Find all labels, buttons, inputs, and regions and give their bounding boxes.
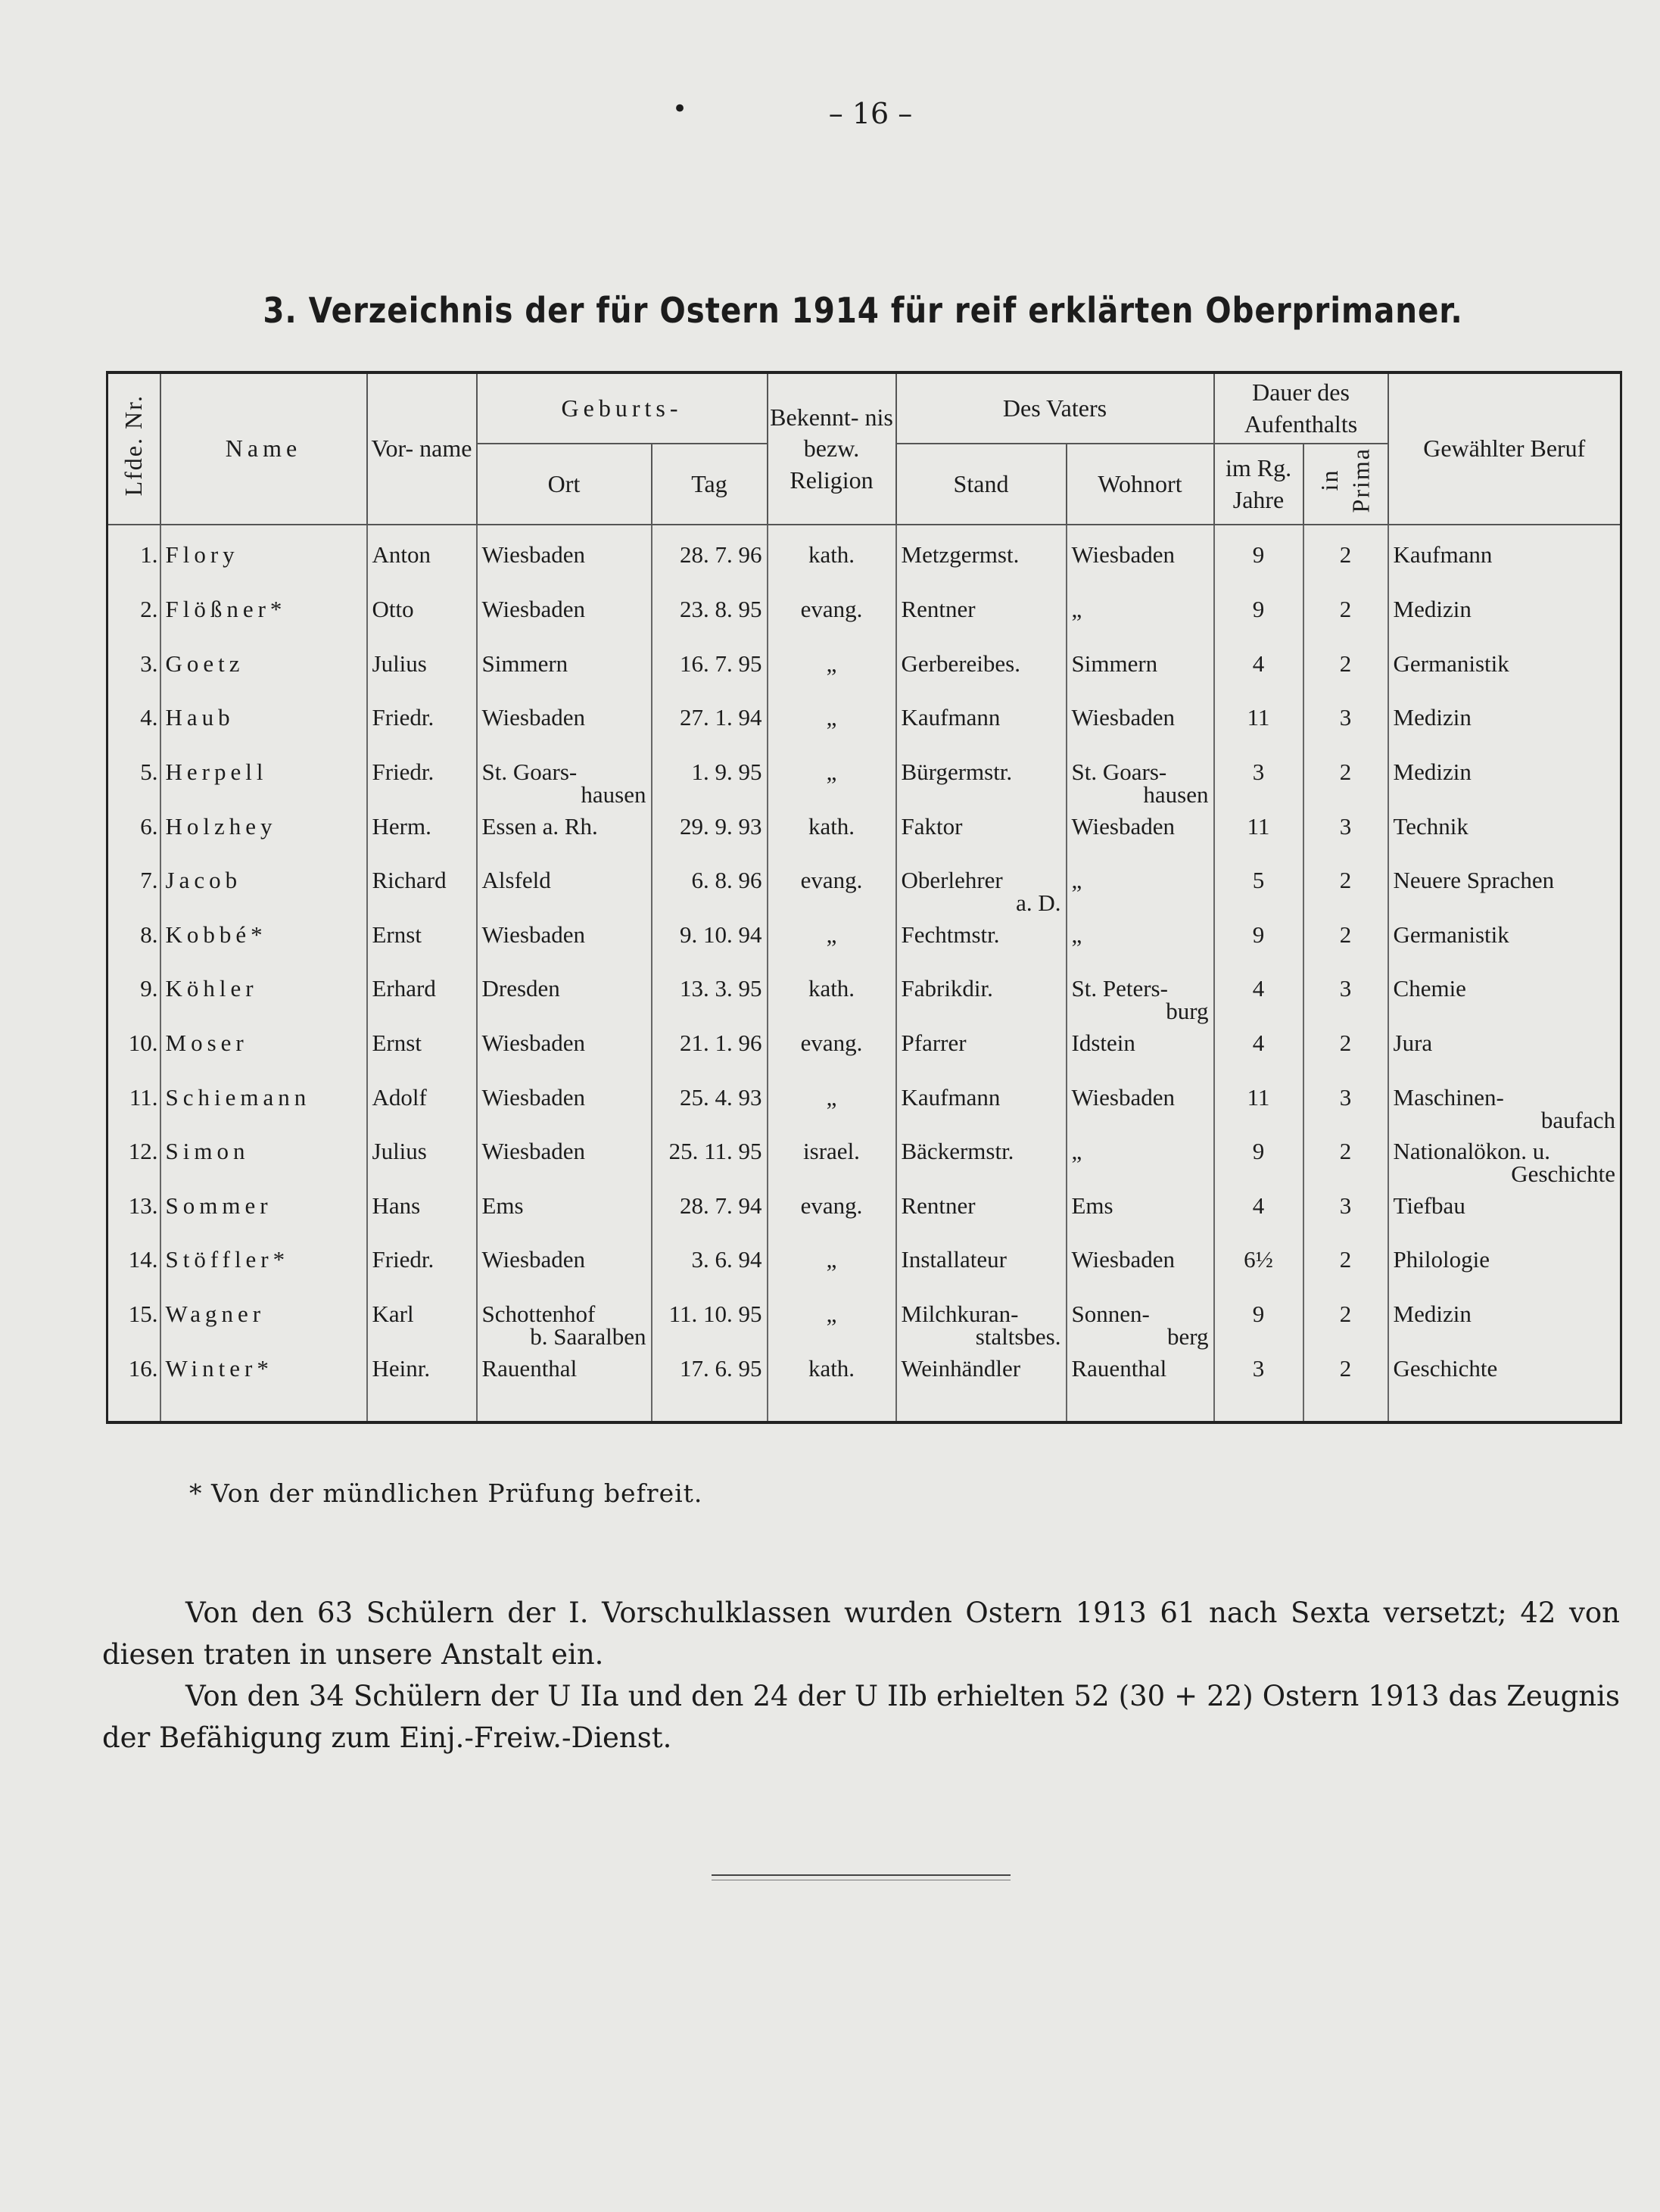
page-number-text: – 16 – <box>828 97 913 130</box>
religion: kath. <box>768 1357 896 1422</box>
father-residence: St. Peters- burg <box>1067 977 1214 1032</box>
years-in-prima: 2 <box>1303 869 1388 924</box>
birth-date: 21. 1. 96 <box>652 1032 768 1086</box>
years-in-prima: 2 <box>1303 1357 1388 1422</box>
student-surname: Simon <box>160 1140 367 1195</box>
header-ort: Ort <box>477 444 652 525</box>
chosen-profession: Maschinen- baufach <box>1388 1086 1621 1141</box>
father-residence: „ <box>1067 598 1214 653</box>
birth-place: Dresden <box>477 977 652 1032</box>
student-surname: Herpell <box>160 761 367 815</box>
religion: „ <box>768 761 896 815</box>
row-number: 10. <box>107 1032 160 1086</box>
birth-place: Wiesbaden <box>477 706 652 761</box>
father-residence: Ems <box>1067 1195 1214 1249</box>
years-in-school: 9 <box>1214 924 1303 978</box>
birth-place: Alsfeld <box>477 869 652 924</box>
header-name: Name <box>160 372 367 525</box>
years-in-prima: 2 <box>1303 1032 1388 1086</box>
years-in-prima: 2 <box>1303 598 1388 653</box>
table-row <box>107 1032 1621 1086</box>
row-number: 15. <box>107 1303 160 1357</box>
student-surname: Köhler <box>160 977 367 1032</box>
student-surname: Moser <box>160 1032 367 1086</box>
birth-place: St. Goars- hausen <box>477 761 652 815</box>
closing-rule <box>712 1874 1011 1876</box>
row-number: 3. <box>107 653 160 707</box>
chosen-profession: Medizin <box>1388 1303 1621 1357</box>
father-residence: „ <box>1067 1140 1214 1195</box>
religion: „ <box>768 653 896 707</box>
father-occupation: Fechtmstr. <box>896 924 1067 978</box>
birth-place: Wiesbaden <box>477 1032 652 1086</box>
birth-date: 25. 4. 93 <box>652 1086 768 1141</box>
religion: kath. <box>768 815 896 870</box>
paragraph-einjaehrige: Von den 34 Schülern der U IIa und den 24 der U IIb erhielten 52 (30 + 22) Ostern 1913 das Zeugnis der Befähigung zum Einj.-Freiw.-Dienst. <box>102 1680 1620 1754</box>
chosen-profession: Tiefbau <box>1388 1195 1621 1249</box>
years-in-prima: 2 <box>1303 1140 1388 1195</box>
father-residence: Wiesbaden <box>1067 525 1214 598</box>
father-occupation: Pfarrer <box>896 1032 1067 1086</box>
student-firstname: Anton <box>367 525 477 598</box>
father-residence: „ <box>1067 924 1214 978</box>
chosen-profession: Medizin <box>1388 598 1621 653</box>
student-surname: Jacob <box>160 869 367 924</box>
table-row <box>107 761 1621 815</box>
student-firstname: Friedr. <box>367 761 477 815</box>
table-header <box>107 372 1621 525</box>
header-vorname: Vor- name <box>367 372 477 525</box>
birth-date: 28. 7. 94 <box>652 1195 768 1249</box>
student-surname: Flößner* <box>160 598 367 653</box>
chosen-profession: Germanistik <box>1388 653 1621 707</box>
years-in-school: 9 <box>1214 525 1303 598</box>
father-residence: Wiesbaden <box>1067 1248 1214 1303</box>
birth-date: 17. 6. 95 <box>652 1357 768 1422</box>
religion: evang. <box>768 1032 896 1086</box>
chosen-profession: Germanistik <box>1388 924 1621 978</box>
birth-date: 13. 3. 95 <box>652 977 768 1032</box>
chosen-profession: Jura <box>1388 1032 1621 1086</box>
chosen-profession: Chemie <box>1388 977 1621 1032</box>
father-occupation: Fabrikdir. <box>896 977 1067 1032</box>
birth-date: 9. 10. 94 <box>652 924 768 978</box>
row-number: 12. <box>107 1140 160 1195</box>
religion: „ <box>768 1248 896 1303</box>
years-in-school: 4 <box>1214 1032 1303 1086</box>
birth-place: Wiesbaden <box>477 1086 652 1141</box>
religion: evang. <box>768 869 896 924</box>
table-row <box>107 653 1621 707</box>
chosen-profession: Medizin <box>1388 706 1621 761</box>
bullet-mark: • <box>672 94 688 124</box>
table-row <box>107 1357 1621 1422</box>
birth-place: Wiesbaden <box>477 1140 652 1195</box>
header-im-rg: im Rg. Jahre <box>1214 444 1303 525</box>
table-row <box>107 1303 1621 1357</box>
header-beruf: Gewählter Beruf <box>1388 372 1621 525</box>
student-firstname: Friedr. <box>367 1248 477 1303</box>
father-occupation: Weinhändler <box>896 1357 1067 1422</box>
father-residence: Wiesbaden <box>1067 1086 1214 1141</box>
student-firstname: Julius <box>367 1140 477 1195</box>
father-residence: Rauenthal <box>1067 1357 1214 1422</box>
student-surname: Winter* <box>160 1357 367 1422</box>
birth-date: 29. 9. 93 <box>652 815 768 870</box>
father-occupation: Milchkuran- staltsbes. <box>896 1303 1067 1357</box>
years-in-prima: 2 <box>1303 525 1388 598</box>
father-residence: St. Goars- hausen <box>1067 761 1214 815</box>
birth-date: 16. 7. 95 <box>652 653 768 707</box>
student-firstname: Friedr. <box>367 706 477 761</box>
years-in-prima: 3 <box>1303 815 1388 870</box>
birth-place: Schottenhof b. Saaralben <box>477 1303 652 1357</box>
years-in-prima: 3 <box>1303 1195 1388 1249</box>
years-in-school: 5 <box>1214 869 1303 924</box>
father-occupation: Bäckermstr. <box>896 1140 1067 1195</box>
religion: „ <box>768 1303 896 1357</box>
years-in-school: 11 <box>1214 815 1303 870</box>
birth-place: Wiesbaden <box>477 525 652 598</box>
father-residence: Wiesbaden <box>1067 706 1214 761</box>
student-firstname: Erhard <box>367 977 477 1032</box>
header-tag: Tag <box>652 444 768 525</box>
student-firstname: Ernst <box>367 1032 477 1086</box>
table-row <box>107 1086 1621 1141</box>
header-bekenntnis: Bekennt- nis bezw. Religion <box>768 372 896 525</box>
header-in-prima: in Prima <box>1303 444 1388 525</box>
student-surname: Goetz <box>160 653 367 707</box>
birth-place: Rauenthal <box>477 1357 652 1422</box>
years-in-school: 4 <box>1214 977 1303 1032</box>
years-in-prima: 2 <box>1303 761 1388 815</box>
header-geburts: Geburts- <box>477 372 768 444</box>
father-occupation: Installateur <box>896 1248 1067 1303</box>
father-occupation: Rentner <box>896 1195 1067 1249</box>
father-occupation: Kaufmann <box>896 706 1067 761</box>
row-number: 7. <box>107 869 160 924</box>
row-number: 16. <box>107 1357 160 1422</box>
father-residence: Wiesbaden <box>1067 815 1214 870</box>
religion: „ <box>768 924 896 978</box>
paragraph-vorschule: Von den 63 Schülern der I. Vorschulklassen wurden Ostern 1913 61 nach Sexta versetzt; 42 von diesen traten in unsere Anstalt ein. <box>102 1597 1620 1671</box>
father-residence: Sonnen- berg <box>1067 1303 1214 1357</box>
years-in-school: 4 <box>1214 1195 1303 1249</box>
student-firstname: Julius <box>367 653 477 707</box>
father-residence: Idstein <box>1067 1032 1214 1086</box>
row-number: 2. <box>107 598 160 653</box>
student-surname: Wagner <box>160 1303 367 1357</box>
father-residence: „ <box>1067 869 1214 924</box>
student-surname: Holzhey <box>160 815 367 870</box>
years-in-prima: 3 <box>1303 1086 1388 1141</box>
section-title: 3. Verzeichnis der für Ostern 1914 für reif erklärten Oberprimaner. <box>263 290 1463 331</box>
father-occupation: Metzgermst. <box>896 525 1067 598</box>
birth-date: 25. 11. 95 <box>652 1140 768 1195</box>
student-firstname: Adolf <box>367 1086 477 1141</box>
birth-place: Wiesbaden <box>477 598 652 653</box>
birth-date: 3. 6. 94 <box>652 1248 768 1303</box>
birth-date: 23. 8. 95 <box>652 598 768 653</box>
row-number: 9. <box>107 977 160 1032</box>
chosen-profession: Neuere Sprachen <box>1388 869 1621 924</box>
row-number: 1. <box>107 525 160 598</box>
table-row <box>107 1195 1621 1249</box>
religion: kath. <box>768 525 896 598</box>
student-surname: Haub <box>160 706 367 761</box>
chosen-profession: Nationalökon. u. Geschichte <box>1388 1140 1621 1195</box>
row-number: 6. <box>107 815 160 870</box>
religion: evang. <box>768 598 896 653</box>
birth-place: Simmern <box>477 653 652 707</box>
chosen-profession: Philologie <box>1388 1248 1621 1303</box>
birth-place: Ems <box>477 1195 652 1249</box>
religion: kath. <box>768 977 896 1032</box>
header-dauer: Dauer des Aufenthalts <box>1214 372 1388 444</box>
page-number <box>672 94 984 130</box>
years-in-school: 9 <box>1214 598 1303 653</box>
father-residence: Simmern <box>1067 653 1214 707</box>
birth-place: Essen a. Rh. <box>477 815 652 870</box>
student-firstname: Otto <box>367 598 477 653</box>
father-occupation: Kaufmann <box>896 1086 1067 1141</box>
years-in-prima: 2 <box>1303 1248 1388 1303</box>
student-firstname: Heinr. <box>367 1357 477 1422</box>
years-in-prima: 2 <box>1303 924 1388 978</box>
birth-date: 6. 8. 96 <box>652 869 768 924</box>
years-in-school: 6½ <box>1214 1248 1303 1303</box>
birth-place: Wiesbaden <box>477 1248 652 1303</box>
father-occupation: Gerbereibes. <box>896 653 1067 707</box>
birth-place: Wiesbaden <box>477 924 652 978</box>
table-row <box>107 977 1621 1032</box>
row-number: 11. <box>107 1086 160 1141</box>
years-in-school: 3 <box>1214 1357 1303 1422</box>
birth-date: 1. 9. 95 <box>652 761 768 815</box>
header-lfde-nr: Lfde. Nr. <box>107 372 160 525</box>
table-row <box>107 869 1621 924</box>
religion: israel. <box>768 1140 896 1195</box>
table-row <box>107 598 1621 653</box>
header-jahre: Jahre <box>1232 485 1285 513</box>
table-body <box>107 525 1621 1422</box>
table-row <box>107 1248 1621 1303</box>
table-row <box>107 815 1621 870</box>
table-row <box>107 924 1621 978</box>
student-firstname: Herm. <box>367 815 477 870</box>
chosen-profession: Medizin <box>1388 761 1621 815</box>
student-firstname: Hans <box>367 1195 477 1249</box>
student-surname: Sommer <box>160 1195 367 1249</box>
chosen-profession: Kaufmann <box>1388 525 1621 598</box>
religion: „ <box>768 1086 896 1141</box>
row-number: 13. <box>107 1195 160 1249</box>
student-firstname: Ernst <box>367 924 477 978</box>
years-in-school: 3 <box>1214 761 1303 815</box>
table-row <box>107 525 1621 598</box>
student-firstname: Richard <box>367 869 477 924</box>
years-in-school: 9 <box>1214 1140 1303 1195</box>
birth-date: 28. 7. 96 <box>652 525 768 598</box>
graduates-table <box>106 371 1622 1424</box>
years-in-prima: 2 <box>1303 653 1388 707</box>
row-number: 4. <box>107 706 160 761</box>
years-in-prima: 3 <box>1303 706 1388 761</box>
student-surname: Flory <box>160 525 367 598</box>
table-row <box>107 706 1621 761</box>
footnote: * Von der mündlichen Prüfung befreit. <box>189 1478 703 1508</box>
religion: evang. <box>768 1195 896 1249</box>
student-firstname: Karl <box>367 1303 477 1357</box>
table-row <box>107 1140 1621 1195</box>
years-in-school: 9 <box>1214 1303 1303 1357</box>
years-in-prima: 2 <box>1303 1303 1388 1357</box>
father-occupation: Bürgermstr. <box>896 761 1067 815</box>
header-stand: Stand <box>896 444 1067 525</box>
years-in-school: 11 <box>1214 1086 1303 1141</box>
student-surname: Stöffler* <box>160 1248 367 1303</box>
student-surname: Schiemann <box>160 1086 367 1141</box>
years-in-school: 11 <box>1214 706 1303 761</box>
birth-date: 27. 1. 94 <box>652 706 768 761</box>
years-in-school: 4 <box>1214 653 1303 707</box>
chosen-profession: Technik <box>1388 815 1621 870</box>
father-occupation: Oberlehrer a. D. <box>896 869 1067 924</box>
father-occupation: Faktor <box>896 815 1067 870</box>
row-number: 8. <box>107 924 160 978</box>
row-number: 14. <box>107 1248 160 1303</box>
religion: „ <box>768 706 896 761</box>
row-number: 5. <box>107 761 160 815</box>
years-in-prima: 3 <box>1303 977 1388 1032</box>
header-wohnort: Wohnort <box>1067 444 1214 525</box>
father-occupation: Rentner <box>896 598 1067 653</box>
student-surname: Kobbé* <box>160 924 367 978</box>
birth-date: 11. 10. 95 <box>652 1303 768 1357</box>
header-des-vaters: Des Vaters <box>896 372 1214 444</box>
chosen-profession: Geschichte <box>1388 1357 1621 1422</box>
